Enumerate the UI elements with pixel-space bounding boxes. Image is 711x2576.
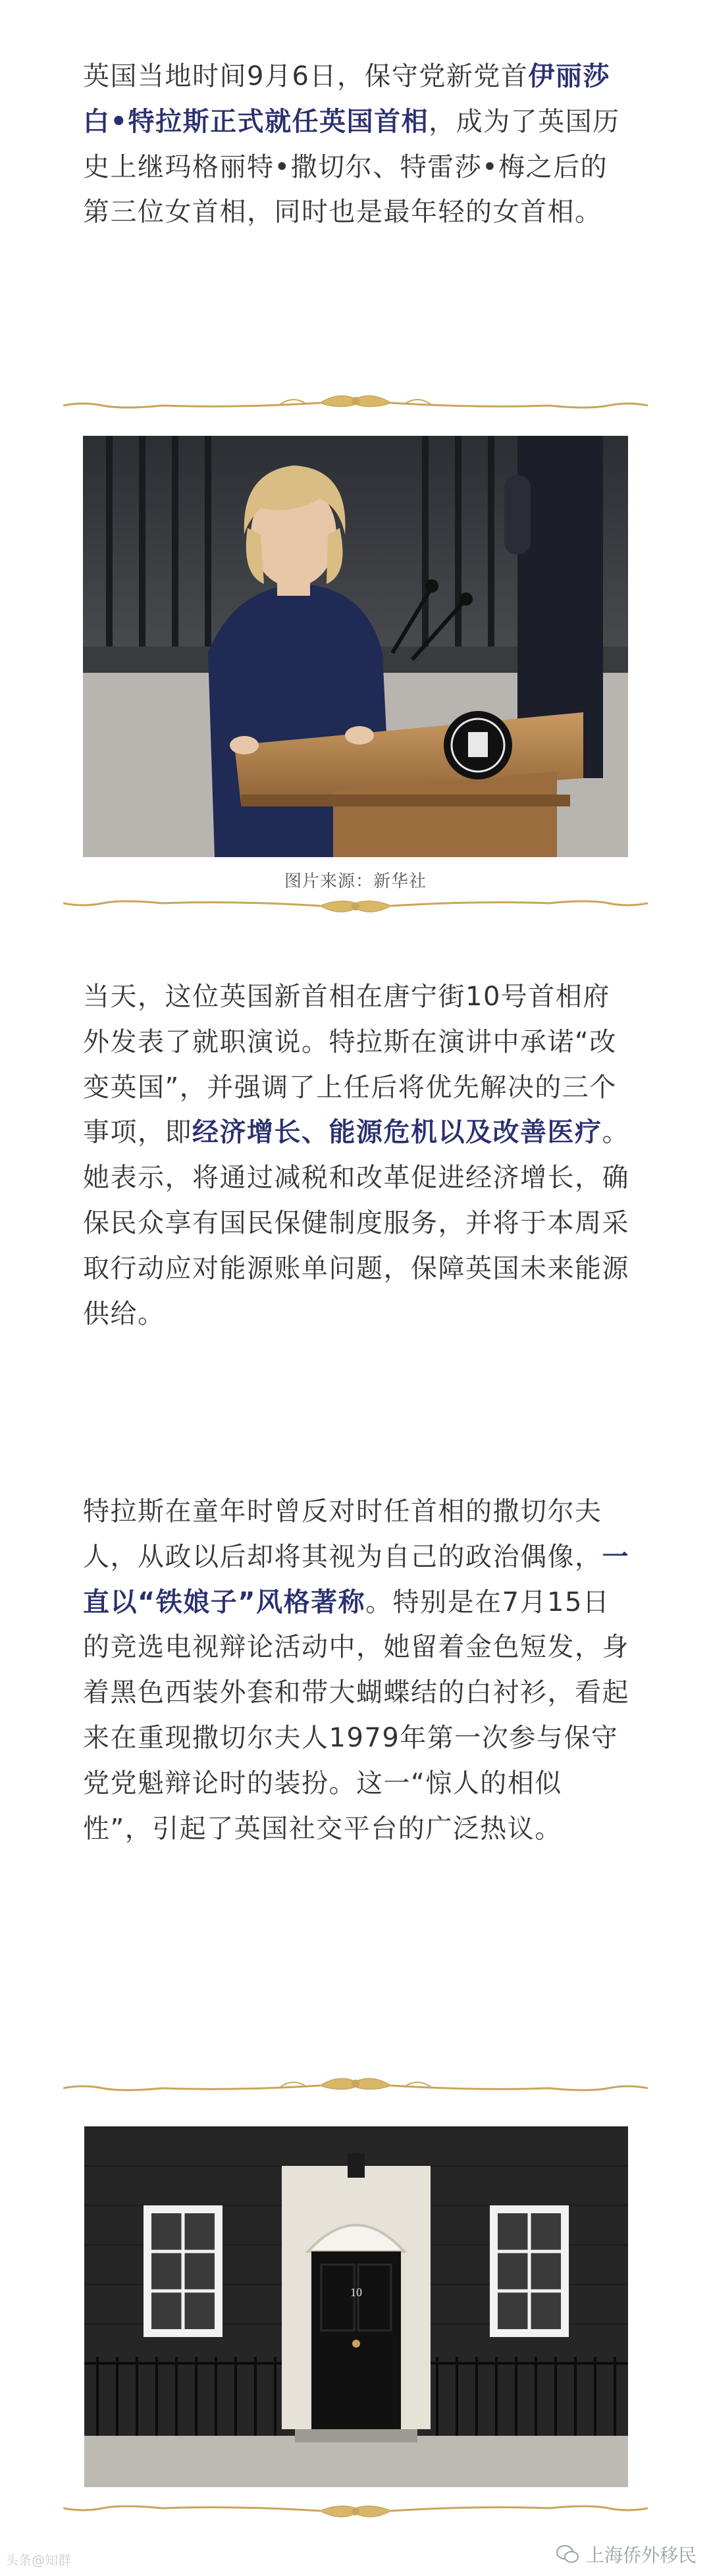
ornament-divider-third: [63, 2072, 648, 2101]
speech-paragraph: [83, 974, 629, 1336]
intro-text-c: ，成为了英国历史上继玛格丽特•撒切尔、特雷莎•梅之后的第三位女首相，同时也是最年轻的女首相。: [83, 106, 620, 228]
ornament-divider-last: [63, 2494, 648, 2523]
wechat-icon: [556, 2544, 579, 2564]
speech-text-c: 。她表示，将通过减税和改革促进经济增长，确保民众享有国民保健制度服务，并将于本周采取行动应对能源账单问题，保障英国未来能源供给。: [83, 1117, 629, 1329]
ornament-divider-bottom: [63, 889, 648, 918]
watermark-right: [556, 2541, 697, 2567]
intro-highlight: 伊丽莎白•特拉斯正式就任英国首相: [83, 61, 610, 137]
watermark-left: 头条@知群: [5, 2552, 71, 2568]
ornament-divider-top: [63, 390, 648, 419]
photo-downing-street: [84, 2126, 628, 2487]
watermark-right-text: 上海侨外移民: [585, 2544, 697, 2566]
door-number: 10: [350, 2286, 362, 2299]
speech-text-a: 当天，这位英国新首相在唐宁街10号首相府外发表了就职演说。特拉斯在演讲中承诺“改变英国”，并强调了上任后将优先解决的三个事项，即: [83, 982, 617, 1148]
intro-text-a: 英国当地时间9月6日，保守党新党首: [83, 61, 529, 92]
photo-door-illustration: [84, 2126, 628, 2487]
iron-lady-text-a: 特拉斯在童年时曾反对时任首相的撒切尔夫人，从政以后却将其视为自己的政治偶像，: [83, 1496, 602, 1572]
photo-caption: 图片来源：新华社: [284, 872, 427, 891]
iron-lady-text-c: 。特别是在7月15日的竞选电视辩论活动中，她留着金色短发，身着黑色西装外套和带大蝴蝶结的白衬衫，看起来在重现撒切尔夫人1979年第一次参与保守党党魁辩论时的装扮。这一“惊人的相似性”，引起了英国社交平台的广泛热议。: [83, 1587, 629, 1844]
photo-truss-podium: [83, 436, 628, 857]
iron-lady-highlight: 一直以“铁娘子”风格著称: [83, 1541, 629, 1617]
intro-paragraph: [83, 54, 629, 235]
speech-highlight: 经济增长、能源危机以及改善医疗: [192, 1117, 602, 1148]
iron-lady-paragraph: [83, 1489, 629, 1851]
photo-truss-illustration: [83, 436, 628, 857]
